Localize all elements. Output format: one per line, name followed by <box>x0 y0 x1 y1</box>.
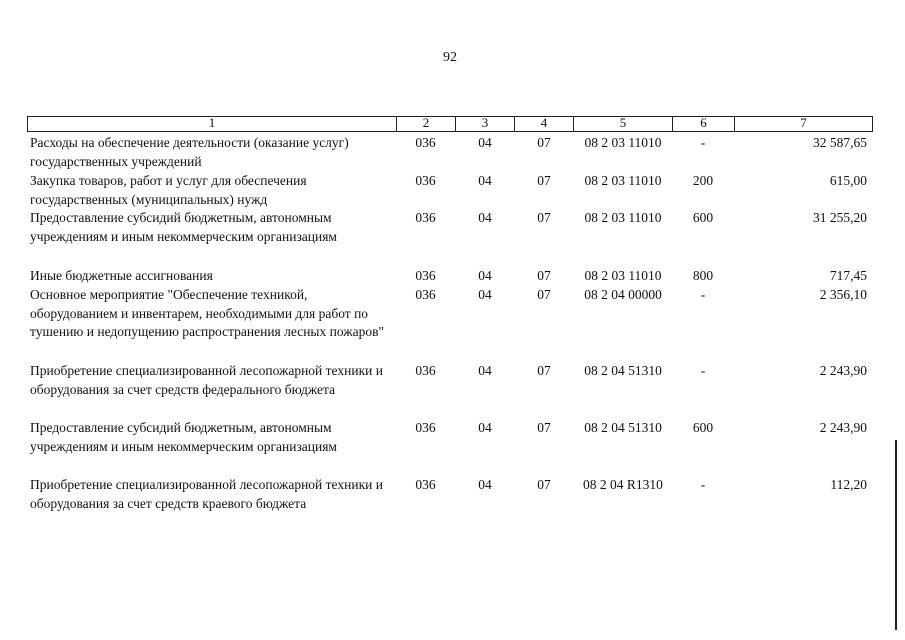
row-code-5: 08 2 04 00000 <box>584 287 662 302</box>
row-code-2: 036 <box>415 287 436 302</box>
row-amount: 2 243,90 <box>819 420 867 435</box>
row-name: Приобретение специализированной лесопожарной техники и оборудования за счет средств федерального бюджета <box>30 363 383 397</box>
row-code-4: 07 <box>537 477 551 492</box>
row-name: Приобретение специализированной лесопожарной техники и оборудования за счет средств краевого бюджета <box>30 477 383 511</box>
row-amount: 2 243,90 <box>819 363 867 378</box>
row-name: Основное мероприятие "Обеспечение техникой, оборудованием и инвентарем, необходимыми для работ по тушению и недопущению распространения лесных пожаров" <box>30 287 384 339</box>
row-code-2: 036 <box>415 363 436 378</box>
row-name: Иные бюджетные ассигнования <box>30 268 213 283</box>
row-amount: 112,20 <box>830 477 867 492</box>
row-code-5: 08 2 03 11010 <box>584 173 662 188</box>
row-code-5: 08 2 03 11010 <box>584 210 662 225</box>
row-code-5: 08 2 03 11010 <box>584 268 662 283</box>
header-col-3: 3 <box>455 116 514 132</box>
row-code-3: 04 <box>478 173 492 188</box>
row-code-3: 04 <box>478 268 492 283</box>
row-code-2: 036 <box>415 420 436 435</box>
row-code-6: - <box>700 477 706 492</box>
row-name: Закупка товаров, работ и услуг для обеспечения государственных (муниципальных) нужд <box>30 173 307 207</box>
row-code-5: 08 2 04 R1310 <box>583 477 663 492</box>
row-name: Предоставление субсидий бюджетным, автономным учреждениям и иным некоммерческим организациям <box>30 420 337 454</box>
row-code-2: 036 <box>415 135 436 150</box>
row-code-5: 08 2 04 51310 <box>584 363 662 378</box>
row-code-3: 04 <box>478 135 492 150</box>
row-code-5: 08 2 04 51310 <box>584 420 662 435</box>
row-code-3: 04 <box>478 363 492 378</box>
row-code-6: - <box>700 363 706 378</box>
row-code-2: 036 <box>415 268 436 283</box>
row-code-2: 036 <box>415 477 436 492</box>
row-code-6: - <box>700 135 706 150</box>
row-code-3: 04 <box>478 477 492 492</box>
row-name: Расходы на обеспечение деятельности (оказание услуг) государственных учреждений <box>30 135 349 169</box>
header-col-1: 1 <box>27 116 396 132</box>
row-code-6: 600 <box>692 210 714 225</box>
header-col-5: 5 <box>573 116 672 132</box>
row-code-4: 07 <box>537 363 551 378</box>
header-col-6: 6 <box>672 116 734 132</box>
row-code-3: 04 <box>478 210 492 225</box>
row-code-3: 04 <box>478 420 492 435</box>
row-code-2: 036 <box>415 173 436 188</box>
header-col-4: 4 <box>514 116 573 132</box>
header-col-2: 2 <box>396 116 455 132</box>
row-code-5: 08 2 03 11010 <box>584 135 662 150</box>
row-code-4: 07 <box>537 420 551 435</box>
row-code-6: - <box>700 287 706 302</box>
row-code-3: 04 <box>478 287 492 302</box>
row-code-6: 800 <box>692 268 714 283</box>
row-amount: 32 587,65 <box>813 135 867 150</box>
row-amount: 31 255,20 <box>813 210 867 225</box>
header-col-7: 7 <box>734 116 873 132</box>
row-code-4: 07 <box>537 210 551 225</box>
row-code-4: 07 <box>537 173 551 188</box>
row-amount: 717,45 <box>829 268 867 283</box>
row-code-4: 07 <box>537 135 551 150</box>
row-code-2: 036 <box>415 210 436 225</box>
row-code-6: 600 <box>692 420 714 435</box>
row-name: Предоставление субсидий бюджетным, автономным учреждениям и иным некоммерческим организациям <box>30 210 337 244</box>
page-number: 92 <box>443 50 457 65</box>
row-amount: 615,00 <box>829 173 867 188</box>
row-code-4: 07 <box>537 268 551 283</box>
row-code-4: 07 <box>537 287 551 302</box>
row-code-6: 200 <box>692 173 714 188</box>
row-amount: 2 356,10 <box>819 287 867 302</box>
scan-edge-line <box>895 440 897 630</box>
